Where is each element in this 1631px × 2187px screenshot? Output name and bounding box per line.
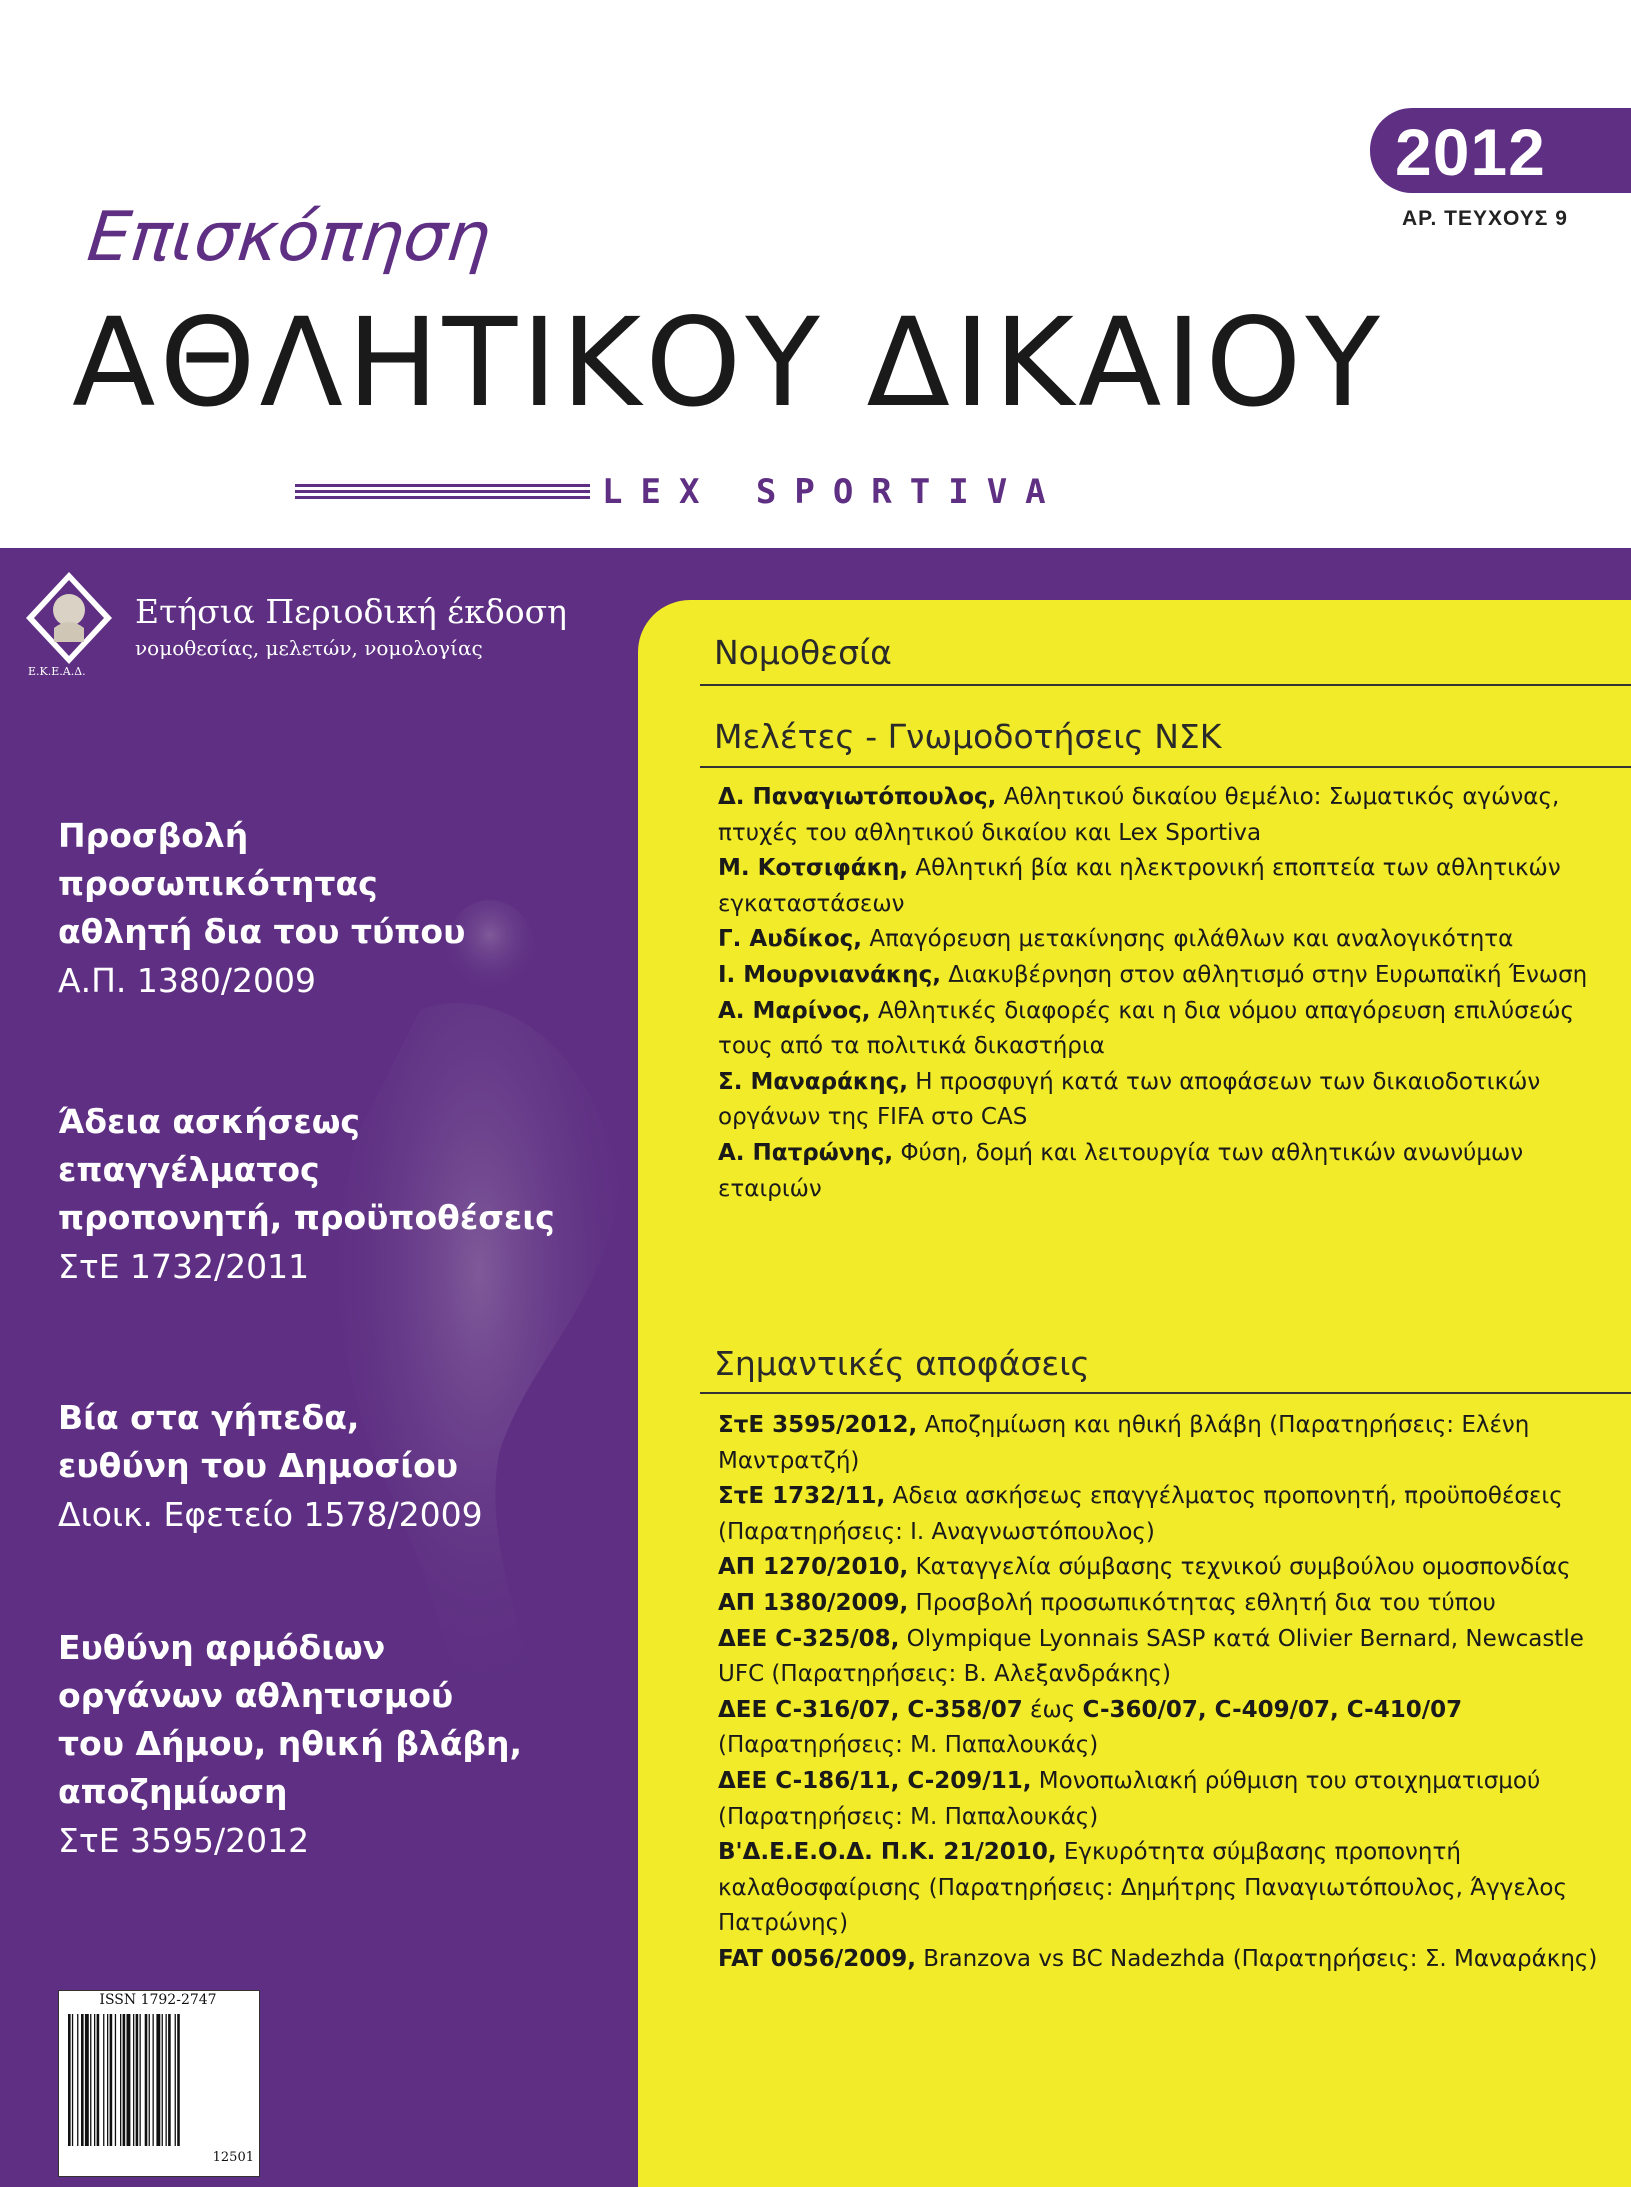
section-divider — [700, 684, 1631, 686]
feature-heading-line: Προσβολή — [58, 816, 249, 855]
entry-text: έως — [1030, 1696, 1076, 1723]
entry-text: Φύση, δομή και λειτουργία των αθλητικών ανωνύμων εταιριών — [718, 1139, 1524, 1202]
studies-list — [718, 780, 1598, 1207]
feature-heading-line: Άδεια ασκήσεως — [58, 1102, 360, 1141]
list-item — [718, 1942, 1598, 1978]
barcode-bar — [94, 2014, 95, 2146]
logo-caption: Ε.Κ.Ε.Α.Δ. — [28, 665, 86, 678]
entry-case: Β'Δ.Ε.Ε.Ο.Δ. Π.Κ. 21/2010, — [718, 1839, 1057, 1866]
feature-reference: ΣτΕ 3595/2012 — [58, 1821, 310, 1860]
entry-text: Η προσφυγή κατά των αποφάσεων των δικαιοδοτικών οργάνων της FIFA στο CAS — [718, 1068, 1541, 1131]
entry-text: Διακυβέρνηση στον αθλητισμό στην Ευρωπαϊκή Ένωση — [948, 961, 1588, 988]
entry-author: Δ. Παναγιωτόπουλος, — [718, 784, 997, 810]
entry-case: ΑΠ 1380/2009, — [718, 1589, 909, 1616]
list-item — [718, 1479, 1598, 1550]
entry-case: ΔΕΕ C-325/08, — [718, 1625, 900, 1652]
feature-reference: Α.Π. 1380/2009 — [58, 961, 316, 1000]
barcode-bar — [133, 2014, 134, 2146]
barcode-bar — [168, 2014, 171, 2146]
section-divider — [700, 766, 1631, 768]
feature-item — [58, 1098, 618, 1292]
issue-year: 2012 — [1395, 115, 1546, 189]
list-item — [718, 1693, 1598, 1764]
entry-case: ΔΕΕ C-316/07, C-358/07 — [718, 1696, 1023, 1723]
entry-text: Branzova vs BC Nadezhda (Παρατηρήσεις: Σ. Μαναράκης) — [923, 1945, 1598, 1972]
list-item — [718, 922, 1598, 958]
barcode-bar — [68, 2014, 71, 2146]
feature-item — [58, 812, 618, 1006]
feature-heading-line: αθλητή δια του τύπου — [58, 912, 466, 951]
feature-heading-line: Βία στα γήπεδα, — [58, 1398, 360, 1437]
entry-text: Αθλητική βία και ηλεκτρονική εποπτεία των αθλητικών εγκαταστάσεων — [718, 855, 1561, 917]
list-item — [718, 851, 1598, 922]
decisions-list — [718, 1408, 1598, 1978]
feature-heading-line: του Δήμου, ηθική βλάβη, — [58, 1724, 523, 1763]
brand-main-title: ΑΘΛΗΤΙΚΟΥ ΔΙΚΑΙΟΥ — [72, 292, 1384, 434]
entry-author: Α. Μαρίνος, — [718, 997, 871, 1024]
publication-type-subtitle: νομοθεσίας, μελετών, νομολογίας — [135, 636, 483, 660]
barcode-bar — [123, 2014, 126, 2146]
list-item — [718, 994, 1598, 1065]
entry-case: ΔΕΕ C-186/11, C-209/11, — [718, 1767, 1032, 1794]
entry-text: Αθλητικές διαφορές και η δια νόμου απαγόρευση επιλύσεώς τους από τα πολιτικά δικαστήρια — [718, 997, 1575, 1060]
entry-author: Γ. Αυδίκος, — [718, 926, 863, 953]
entry-author: Α. Πατρώνης, — [718, 1139, 894, 1166]
barcode-bar — [136, 2014, 139, 2146]
barcode-bar — [145, 2014, 148, 2146]
feature-heading-line: προσωπικότητας — [58, 864, 378, 903]
section-title-decisions: Σημαντικές αποφάσεις — [714, 1344, 1090, 1383]
feature-heading-line: Ευθύνη αρμόδιων — [58, 1628, 386, 1667]
feature-heading-line: ευθύνη του Δημοσίου — [58, 1446, 459, 1485]
feature-item — [58, 1394, 618, 1540]
barcode-bar — [97, 2014, 100, 2146]
barcode-bar — [77, 2014, 78, 2146]
brand-tagline: LEX SPORTIVA — [590, 472, 1076, 512]
barcode-bar — [85, 2014, 89, 2146]
barcode-bar — [110, 2014, 113, 2146]
barcode-number: 12501 — [212, 2150, 254, 2165]
feature-heading-line: επαγγέλματος — [58, 1150, 320, 1189]
barcode-bar — [120, 2014, 121, 2146]
feature-heading-line: προπονητή, προϋποθέσεις — [58, 1198, 555, 1237]
list-item — [718, 1586, 1598, 1622]
feature-reference: ΣτΕ 1732/2011 — [58, 1247, 310, 1286]
ekead-logo-icon — [22, 568, 117, 668]
entry-text: Μονοπωλιακή ρύθμιση του στοιχηματισμού (Παρατηρήσεις: Μ. Παπαλουκάς) — [718, 1767, 1541, 1830]
list-item — [718, 1136, 1598, 1207]
entry-text: Προσβολή προσωπικότητας εθλητή δια του τύπου — [915, 1589, 1496, 1616]
barcode-bar — [107, 2014, 108, 2146]
entry-case: FAT 0056/2009, — [718, 1945, 916, 1972]
feature-item — [58, 1624, 618, 1866]
barcode-bar — [162, 2014, 163, 2146]
list-item — [718, 1622, 1598, 1693]
barcode-bar — [127, 2014, 131, 2146]
barcode-bar — [166, 2014, 167, 2146]
list-item — [718, 1408, 1598, 1479]
barcode-bar — [90, 2014, 91, 2146]
barcode-bar — [149, 2014, 150, 2146]
entry-text: Εγκυρότητα σύμβασης προπονητή καλαθοσφαίρισης (Παρατηρήσεις: Δημήτρης Παναγιωτόπουλος, Άγγελος Πατρώνης) — [718, 1839, 1568, 1937]
feature-heading-line: αποζημίωση — [58, 1772, 288, 1811]
list-item — [718, 1764, 1598, 1835]
section-title-legislation: Νομοθεσία — [714, 633, 892, 672]
entry-case: ΣτΕ 1732/11, — [718, 1483, 886, 1510]
issn-label: ISSN 1792-2747 — [99, 1992, 217, 2008]
barcode-bar — [140, 2014, 141, 2146]
entry-author: Μ. Κοτσιφάκη, — [718, 855, 909, 882]
barcode-bar — [115, 2014, 116, 2146]
barcode-bar — [177, 2014, 180, 2146]
entry-case: ΣτΕ 3595/2012, — [718, 1412, 918, 1438]
list-item — [718, 780, 1598, 851]
list-item — [718, 958, 1598, 994]
entry-text: (Παρατηρήσεις: Μ. Παπαλουκάς) — [718, 1732, 1099, 1759]
list-item — [718, 1835, 1598, 1942]
entry-author: Σ. Μαναράκης, — [718, 1068, 908, 1095]
barcode-bar — [72, 2014, 73, 2146]
barcode-bar — [156, 2014, 160, 2146]
barcode-bar — [153, 2014, 154, 2146]
list-item — [718, 1550, 1598, 1586]
feature-reference: Διοικ. Εφετείο 1578/2009 — [58, 1495, 483, 1534]
entry-author: Ι. Μουρνιανάκης, — [718, 961, 941, 988]
entry-text: Αποζημίωση και ηθική βλάβη (Παρατηρήσεις: Ελένη Μαντρατζή) — [718, 1412, 1530, 1474]
entry-case: ΑΠ 1270/2010, — [718, 1554, 909, 1581]
section-title-studies: Μελέτες - Γνωμοδοτήσεις ΝΣΚ — [714, 717, 1222, 756]
barcode-bar — [81, 2014, 84, 2146]
entry-text: Αδεια ασκήσεως επαγγέλματος προπονητή, προϋποθέσεις (Παρατηρήσεις: Ι. Αναγνωστόπουλος) — [718, 1483, 1563, 1545]
section-divider — [700, 1392, 1631, 1394]
entry-text: Καταγγελία σύμβασης τεχνικού συμβούλου ομοσπονδίας — [915, 1554, 1571, 1581]
entry-case: C-360/07, C-409/07, C-410/07 — [1082, 1696, 1463, 1723]
barcode-bar — [103, 2014, 104, 2146]
issue-number-label: ΑΡ. ΤΕΥΧΟΥΣ 9 — [1402, 207, 1568, 230]
entry-text: Αθλητικού δικαίου θεμέλιο: Σωματικός αγώνας, πτυχές του αθλητικού δικαίου και Lex Sportiva — [718, 784, 1560, 846]
entry-text: Olympique Lyonnais SASP κατά Olivier Bernard, Newcastle UFC (Παρατηρήσεις: Β. Αλεξανδράκης) — [718, 1625, 1584, 1688]
publication-type-title: Ετήσια Περιοδική έκδοση — [135, 592, 567, 631]
entry-text: Απαγόρευση μετακίνησης φιλάθλων και αναλογικότητα — [869, 926, 1514, 953]
barcode-bar — [175, 2014, 176, 2146]
barcode-icon — [66, 2014, 250, 2146]
list-item — [718, 1065, 1598, 1136]
feature-heading-line: οργάνων αθλητισμού — [58, 1676, 454, 1715]
brand-script-title: Επισκόπηση — [83, 198, 495, 277]
